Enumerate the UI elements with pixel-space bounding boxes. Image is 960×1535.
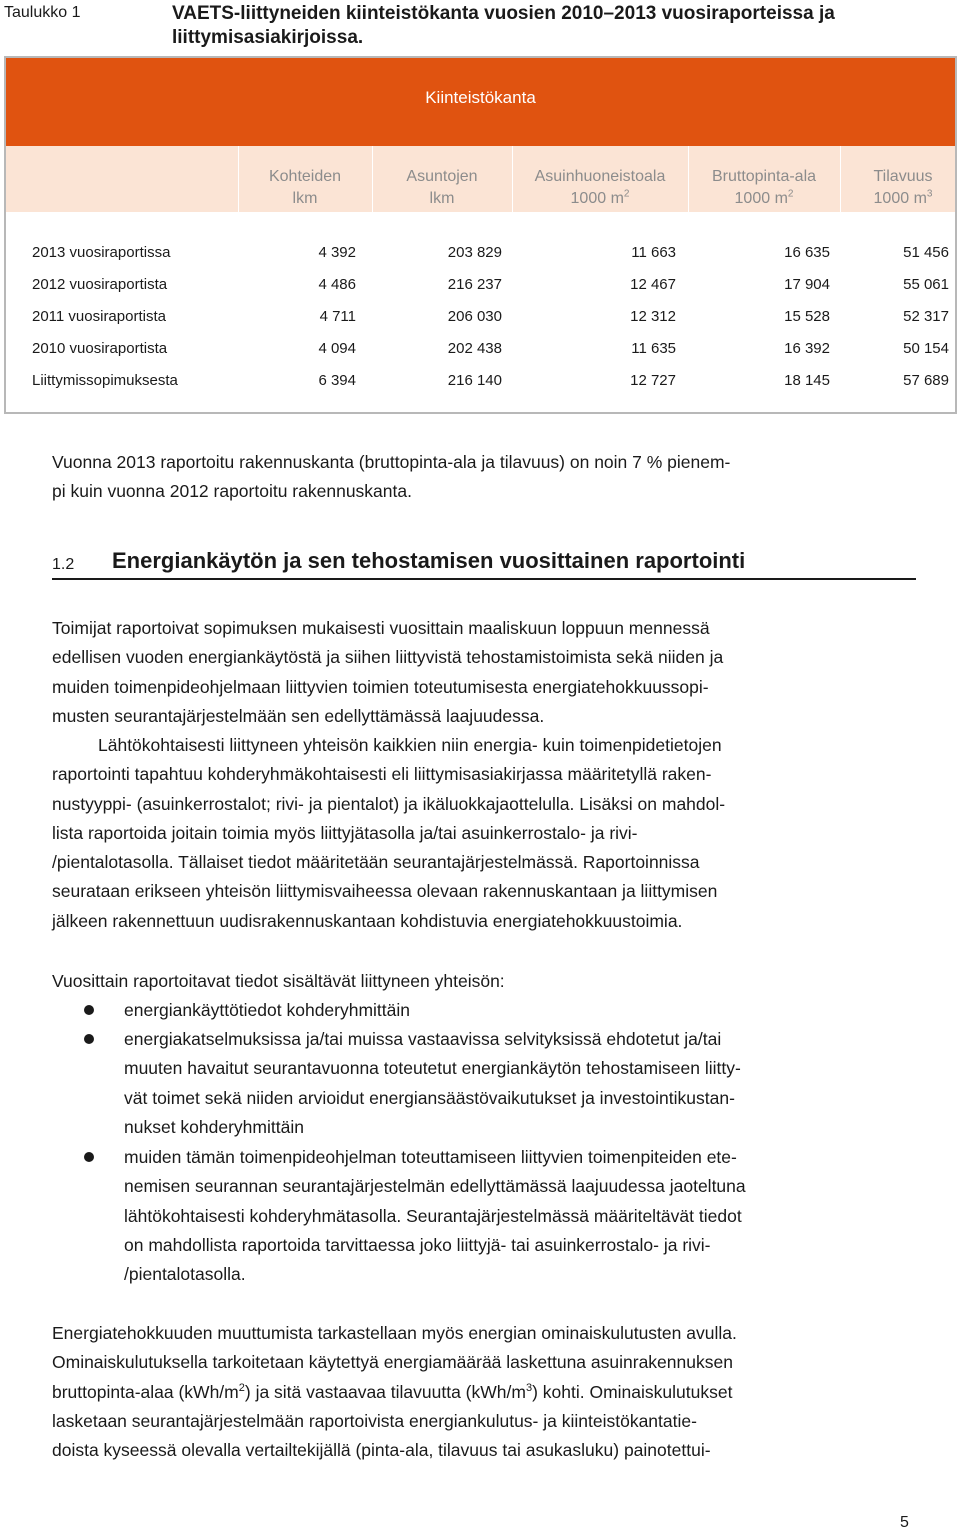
cell-bruttopinta-ala: 17 904: [784, 276, 830, 293]
section-rule: [52, 578, 916, 580]
column-header-tilavuus: Tilavuus 1000 $m^3$: [840, 166, 960, 210]
table-row: [6, 308, 955, 340]
cell-bruttopinta-ala: 16 635: [784, 244, 830, 261]
cell-tilavuus: 51 456: [903, 244, 949, 261]
cell-bruttopinta-ala: 18 145: [784, 372, 830, 389]
column-header-asuntojen: Asuntojen lkm: [372, 166, 512, 210]
bullet-icon: [84, 1034, 94, 1044]
table-column-headers: [6, 146, 955, 212]
table-header-title: Kiinteistökanta: [425, 88, 536, 107]
table-caption-title: VAETS-liittyneiden kiinteistökanta vuosien 2010–2013 vuosiraporteissa ja liittymisasiakirjoissa.: [172, 3, 835, 48]
cell-tilavuus: 52 317: [903, 308, 949, 325]
cell-kohteiden: 6 394: [318, 372, 356, 389]
paragraph-reporting: Toimijat raportoivat sopimuksen mukaisesti vuosittain maaliskuun loppuun mennessä edellisen vuoden energiankäytöstä ja siihen liittyvistä tehostamistoimista sekä niiden ja muiden toimenpideohjelmaan liittyvien toimien toteutumisesta energiatehokkuussopi- musten seurantajärjestelmään sen edellyttämässä laajuudessa.: [52, 618, 724, 726]
cell-asuntojen: 206 030: [447, 308, 502, 325]
list-item: energiankäyttötiedot kohderyhmittäin: [124, 1000, 411, 1020]
cell-tilavuus: 55 061: [903, 276, 949, 293]
cell-kohteiden: 4 094: [318, 340, 356, 357]
column-header-asuinhuoneistoala: Asuinhuoneistoala 1000 $m^2$: [512, 166, 688, 210]
cell-asuinhuoneistoala: 12 312: [630, 308, 676, 325]
row-label: Liittymissopimuksesta: [32, 372, 178, 389]
section-number: 1.2: [52, 556, 75, 573]
cell-tilavuus: 50 154: [903, 340, 949, 357]
cell-kohteiden: 4 486: [318, 276, 356, 293]
column-header-bruttopinta-ala: Bruttopinta-ala 1000 $m^2$: [688, 166, 840, 210]
table-row: [6, 372, 955, 404]
bullet-icon: [84, 1152, 94, 1162]
bullet-icon: [84, 1005, 94, 1015]
paragraph-specific-consumption: Energiatehokkuuden muuttumista tarkastellaan myös energian ominaiskulutusten avulla. Ominaiskulutuksella tarkoitetaan käytettyä energiamäärää laskettuna asuinrakennuksen bruttopinta-alaa $(kWh/m^2)$ ja sitä vastaavaa tilavuutta $(kWh/m^3)$ kohti. Ominaiskulutukset lasketaan seurantajärjestelmään raportoivista energiankulutus- ja kiinteistökantatie- doista kyseessä olevalla vertailtekijällä (pinta-ala, tilavuus tai asukasluku) painotettui-: [52, 1323, 737, 1461]
property-stock-table: [4, 56, 957, 414]
cell-asuinhuoneistoala: 12 727: [630, 372, 676, 389]
list-item: energiakatselmuksissa ja/tai muissa vastaavissa selvityksissä ehdotetut ja/tai muuten havaitut seurantavuonna toteutetut energiankäytön tehostamiseen liitty- vät toimet sekä niiden arvioidut energiansäästövaikutukset ja investointikustan- nukset kohderyhmittäin: [124, 1029, 741, 1137]
cell-kohteiden: 4 392: [318, 244, 356, 261]
cell-asuntojen: 203 829: [447, 244, 502, 261]
row-label: 2011 vuosiraportista: [32, 308, 166, 325]
column-header-kohteiden: Kohteiden lkm: [238, 166, 372, 210]
row-label: 2012 vuosiraportista: [32, 276, 168, 293]
intro-paragraph: Vuonna 2013 raportoitu rakennuskanta (bruttopinta-ala ja tilavuus) on noin 7 % pienem- pi kuin vuonna 2012 raportoitu rakennuskanta.: [52, 452, 731, 502]
table-row: [6, 244, 955, 276]
cell-tilavuus: 57 689: [903, 372, 949, 389]
cell-bruttopinta-ala: 15 528: [784, 308, 830, 325]
row-label: 2013 vuosiraportissa: [32, 244, 171, 261]
cell-asuntojen: 216 237: [447, 276, 502, 293]
table-caption-label: Taulukko 1: [4, 4, 81, 21]
table-header-band: [6, 58, 955, 146]
cell-asuinhuoneistoala: 11 635: [631, 340, 676, 357]
cell-asuntojen: 216 140: [447, 372, 502, 389]
cell-asuinhuoneistoala: 12 467: [630, 276, 676, 293]
cell-asuntojen: 202 438: [447, 340, 502, 357]
list-intro: Vuosittain raportoitavat tiedot sisältävät liittyneen yhteisön:: [52, 971, 505, 991]
paragraph-target-groups: Lähtökohtaisesti liittyneen yhteisön kaikkien niin energia- kuin toimenpidetietojen raportointi tapahtuu kohderyhmäkohtaisesti eli liittymisasiakirjassa määritetyllä raken- nustyyppi- (asuinkerrostalot; rivi- ja pientalot) ja ikäluokkajaottelulla. Lisäksi on mahdol- lista raportoida joitain toimia myös liittyjätasolla ja/tai asuinkerrostalo- ja rivi- /pientalotasolla. Tällaiset tiedot määritetään seurantajärjestelmässä. Raportoinnissa seurataan erikseen yhteisön liittymisvaiheessa olevaan rakennuskantaan ja liittymisen jälkeen rakennettuun uudisrakennuskantaan kohdistuvia energiatehokkuustoimia.: [52, 735, 726, 931]
table-row: [6, 340, 955, 372]
table-row: [6, 276, 955, 308]
page-number: 5: [900, 1514, 909, 1531]
cell-asuinhuoneistoala: 11 663: [631, 244, 676, 261]
cell-kohteiden: 4 711: [319, 308, 356, 325]
section-title: Energiankäytön ja sen tehostamisen vuosittainen raportointi: [112, 548, 746, 573]
row-label: 2010 vuosiraportista: [32, 340, 168, 357]
list-item: muiden tämän toimenpideohjelman toteuttamiseen liittyvien toimenpiteiden ete- nemisen seurannan seurantajärjestelmän edellyttämässä laajuudessa jaoteltuna lähtökohtaisesti kohderyhmätasolla. Seurantajärjestelmässä määriteltävät tiedot on mahdollista raportoida tarvittaessa joko liittyjä- tai asuinkerrostalo- ja rivi- /pientalotasolla.: [124, 1147, 746, 1285]
cell-bruttopinta-ala: 16 392: [784, 340, 830, 357]
